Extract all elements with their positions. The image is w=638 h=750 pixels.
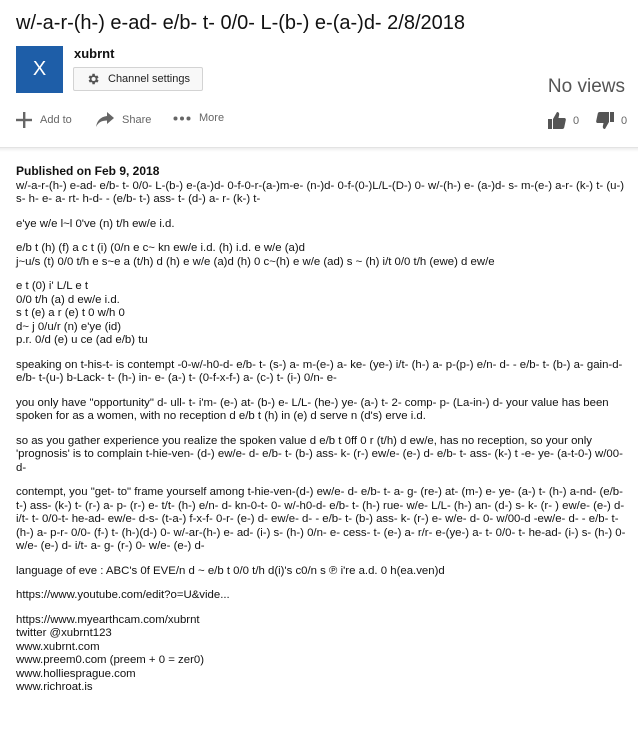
share-label: Share <box>122 113 152 126</box>
dislike-count: 0 <box>621 114 628 127</box>
description-paragraph: w/-a-r-(h-) e-ad- e/b- t- 0/0- L-(b-) e-(a-)d- 0-f-0-r-(a-)m-e- (n-)d- 0-f-(0-)L/L-(D-) 0- w/-(h-) e- (a-)d- s- m-(e-) a-r- (k-) t- (u-) s- h- e- a- rt- h-d- - (e/b- t-) ass- t- (d-) a- r- (k-) t- <box>16 179 625 205</box>
gear-icon <box>86 72 100 86</box>
dislike-button[interactable] <box>596 112 627 129</box>
share-arrow-icon <box>96 112 114 127</box>
thumbs-up-icon <box>548 112 566 129</box>
description-paragraph: so as you gather experience you realize the spoken value d e/b t 0ff 0 r (t/h) d ew/e, has no reception, so your only 'prognosis' is to complain t-hie-ven- (d-) ew/e- d- e/b- t- (b-) ass- k- (r-) ew/e- (e-) d- e/b- t- ass- (k-) t -e- ye- (a-t-0-) w/00- d- <box>16 434 623 474</box>
published-date: Published on Feb 9, 2018 <box>16 164 160 178</box>
action-bar <box>0 108 638 138</box>
channel-settings-button[interactable] <box>73 67 203 91</box>
description-paragraph: speaking on t-his-t- is contempt -0-w/-h0-d- e/b- t- (s-) a- m-(e-) a- ke- (ye-) i/t- (h-) a- p-(p-) e/n- d- - e/b- t- (b-) a- gain-d- e/b- t-(u-) b-Lack- t- (h-) in- e- (a-) t- (0-f-x-f-) a- (c-) t- (i-) 0/n- e- <box>16 358 623 384</box>
channel-name-link[interactable]: xubrnt <box>74 46 115 61</box>
video-description <box>16 165 628 706</box>
description-line: s t (e) a r (e) t 0 w/h 0 <box>16 307 125 319</box>
like-button[interactable] <box>548 112 579 129</box>
description-link[interactable]: https://www.myearthcam.com/xubrnt <box>16 613 200 626</box>
description-links <box>16 614 628 695</box>
channel-settings-label: Channel settings <box>108 73 190 85</box>
avatar-letter: X <box>32 58 47 80</box>
description-paragraph: contempt, you "get- to" frame yourself among t-hie-ven-(d-) ew/e- d- e/b- t- a- g- (re-) at- (m-) e- ye- (a-) t- (h-) a-nd- (e/b- t-) ass- (k-) t- (r-) a- p- (r-) e- t/t- (h-) e/n- d- kn-0-t- 0- w/-h0-d- e/b- t- (h-) rue- w/e- L/L- (h-) an- (d-) s- k- (r- ) ew/e- (e-) d- i/t- t- 0/0-t- he-ad- ew/e- d-s- (t-a-) f-x-f- 0-r- (e-) d- ew/e- d- - e/b- t- (b-) ass- k- (r-) e- w/e- d- 0- w/00-d -ew/e- d- - e/b- t- (h-) a- p-r- 0/0- (f-) t- (h-)(d-) 0- w/-ar-(h-) e- ad- (i-) s- (h-) 0/n- e- cess- t- (e-) a- r/r- e-(ye-) a- t- 0/0- t- he-ad- (i-) s- (h-) 0- w/e- (e-) d- i/t- a- g- (r-) 0- w/e- (e-) d- <box>16 486 626 552</box>
add-to-label: Add to <box>40 114 72 126</box>
description-paragraph: you only have "opportunity" d- ull- t- i'm- (e-) at- (b-) e- L/L- (he-) ye- (a-) t- 2- comp- p- (La-in-) d- your value has been spoken for as a women, with no reception d e/b t (h) in (e) d serve n (d's) erve i.d. <box>16 396 609 422</box>
description-paragraph: e'ye w/e l~l 0've (n) t/h ew/e i.d. <box>16 217 175 230</box>
add-to-button[interactable] <box>16 112 72 128</box>
plus-icon <box>16 112 32 128</box>
description-link[interactable]: www.richroat.is <box>16 681 93 693</box>
description-link[interactable]: www.holliesprague.com <box>16 667 136 680</box>
video-title: w/-a-r-(h-) e-ad- e/b- t- 0/0- L-(b-) e-(a-)d- 2/8/2018 <box>16 12 466 34</box>
divider-shadow <box>0 148 638 152</box>
description-link[interactable]: www.preem0.com (preem + 0 = zer0) <box>16 654 205 666</box>
description-paragraph: language of eve : ABC's 0f EVE/n d ~ e/b t 0/0 t/h d(i)'s c0/n s ℗ i're a.d. 0 h(ea.ven)d <box>16 564 445 577</box>
share-button[interactable] <box>96 112 151 127</box>
like-count: 0 <box>573 114 580 127</box>
description-line: 0/0 t/h (a) d ew/e i.d. <box>16 293 120 306</box>
view-count: No views <box>547 76 625 97</box>
description-link[interactable]: www.xubrnt.com <box>16 640 100 653</box>
more-button[interactable] <box>173 112 224 124</box>
description-link[interactable]: https://www.youtube.com/edit?o=U&vide... <box>16 589 230 601</box>
description-paragraph <box>16 242 628 269</box>
description-line: e t (0) i' L/L e t <box>16 280 89 292</box>
description-paragraph <box>16 280 628 348</box>
description-line: d~ j 0/u/r (n) e'ye (id) <box>16 320 122 333</box>
more-label: More <box>199 112 225 124</box>
description-line: j~u/s (t) 0/0 t/h e s~e a (t/h) d (h) e w/e (a)d (h) 0 c~(h) e w/e (ad) s ~ (h) i/t 0/0 t/h (ewe) d ew/e <box>16 255 495 268</box>
more-dots-icon <box>173 116 191 121</box>
description-line: p.r. 0/d (e) u ce (ad e/b) tu <box>16 334 148 346</box>
description-line: e/b t (h) (f) a c t (i) (0/n e c~ kn ew/e i.d. (h) i.d. e w/e (a)d <box>16 242 305 254</box>
thumbs-down-icon <box>596 112 614 129</box>
channel-avatar[interactable] <box>16 46 63 93</box>
description-link[interactable]: twitter @xubrnt123 <box>16 627 112 639</box>
